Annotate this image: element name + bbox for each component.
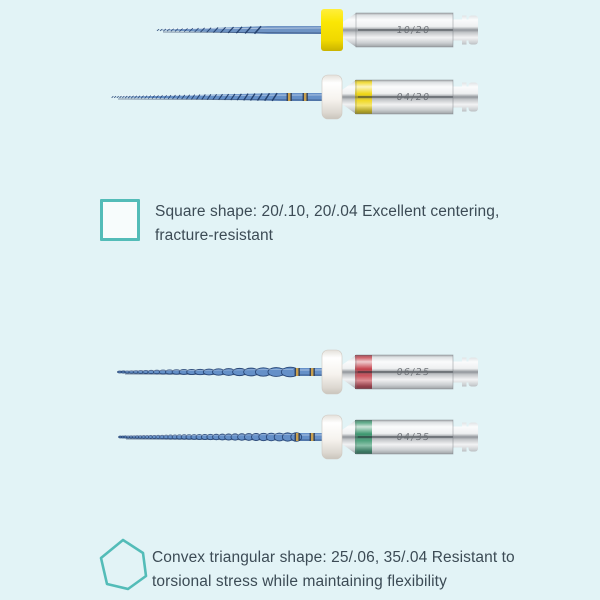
convex-triangular-caption: [152, 546, 515, 594]
endo-file-25-06: [0, 340, 600, 404]
endo-file-35-04: [0, 405, 600, 469]
caption-line-1: Convex triangular shape: 25/.06, 35/.04 Resistant to: [152, 549, 515, 566]
convex-triangle-icon: [97, 537, 151, 593]
svg-text:04/20: 04/20: [395, 92, 432, 103]
caption-line-2: torsional stress while maintaining flexibility: [152, 573, 447, 590]
svg-text:06/25: 06/25: [395, 367, 432, 378]
square-shape-caption: [155, 200, 499, 248]
endo-file-20-04: [0, 65, 600, 129]
caption-line-1: Square shape: 20/.10, 20/.04 Excellent centering,: [155, 203, 500, 220]
endo-file-20-10: [0, 0, 600, 62]
svg-text:04/35: 04/35: [395, 432, 432, 443]
caption-line-2: fracture-resistant: [155, 227, 274, 244]
square-icon: [100, 199, 140, 241]
svg-text:10/20: 10/20: [395, 25, 432, 36]
